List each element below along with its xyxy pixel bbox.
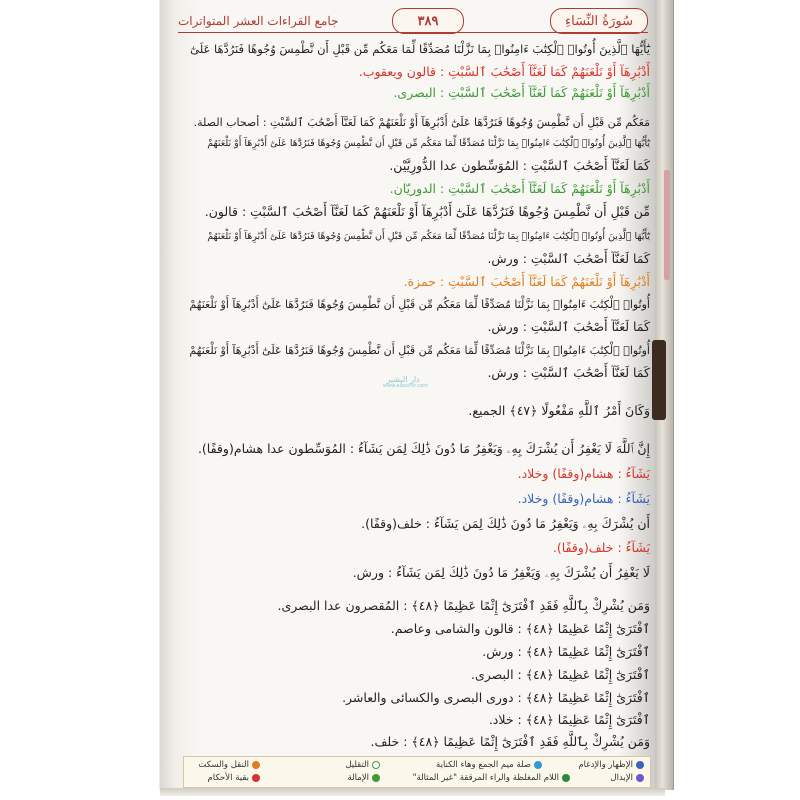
text-line: أَدْبَٰرِهَآ أَوْ نَلْعَنَهُمْ كَمَا لَعَنَّآ أَصْحَٰبَ ٱلسَّبْتِ : البصرى. <box>393 85 650 100</box>
text-line: وَمَن يُشْرِكْ بِٱللَّهِ فَقَدِ ٱفْتَرَىٰٓ إِثْمًا عَظِيمًا ﴿٤٨﴾ : المُقصرون عدا البصرى. <box>277 598 650 613</box>
surah-title: سُورَةُ النِّسَاءِ <box>550 8 648 34</box>
legend-item <box>208 773 261 783</box>
text-line: أَن يُشْرَكَ بِهِۦ وَيَغْفِرُ مَا دُونَ ذَٰلِكَ لِمَن يَشَآءُ : خلف(وقفًا). <box>361 516 650 531</box>
book-title: جامع القراءات العشر المتواترات <box>178 14 339 28</box>
text-line: يَشَآءُ : خلف(وقفًا). <box>552 540 650 555</box>
legend-dot-icon <box>252 774 260 782</box>
text-line: أَدْبَٰرِهَآ أَوْ نَلْعَنَهُمْ كَمَا لَعَنَّآ أَصْحَٰبَ ٱلسَّبْتِ : حمزة. <box>403 274 650 289</box>
legend-item <box>348 773 381 783</box>
text-line: مِّن قَبْلِ أَن نَّطْمِسَ وُجُوهًا فَنَرُدَّهَا عَلَىٰٓ أَدْبَٰرِهَآ أَوْ نَلْعَنَهُمْ كَمَا لَعَنَّآ أَصْحَٰبَ ٱلسَّبْتِ : قالون. <box>204 204 650 219</box>
legend-label: بقية الأحكام <box>207 773 249 783</box>
text-line: يَشَآءُ : هشام(وقفًا) وخلاد. <box>517 491 650 506</box>
legend-item <box>436 760 542 770</box>
legend-label: الإمالة <box>347 773 369 783</box>
text-line: كَمَا لَعَنَّآ أَصْحَٰبَ ٱلسَّبْتِ : المُوَسِّطون عدا الدُّورِيَّيْن. <box>389 158 650 173</box>
text-line: إِنَّ ٱللَّهَ لَا يَغْفِرُ أَن يُشْرَكَ بِهِۦ وَيَغْفِرُ مَا دُونَ ذَٰلِكَ لِمَن يَشَآءُ : المُوَسِّطون عدا هشام(وقفًا). <box>197 441 650 456</box>
legend-item <box>610 773 644 783</box>
legend-dot-icon <box>636 761 644 769</box>
legend-item <box>198 760 260 770</box>
text-line: أُوتُوا۟ ٱلْكِتَٰبَ ءَامِنُوا۟ بِمَا نَزَّلْنَا مُصَدِّقًا لِّمَا مَعَكُم مِّن قَبْلِ أَن نَّطْمِسَ وُجُوهًا فَنَرُدَّهَا عَلَىٰٓ أَدْبَٰرِهَآ أَوْ نَلْعَنَهُمْ <box>189 344 650 357</box>
legend-dot-icon <box>636 774 644 782</box>
text-line: أُوتُوا۟ ٱلْكِتَٰبَ ءَامِنُوا۟ بِمَا نَزَّلْنَا مُصَدِّقًا لِّمَا مَعَكُم مِّن قَبْلِ أَن نَّطْمِسَ وُجُوهًا فَنَرُدَّهَا عَلَىٰٓ أَدْبَٰرِهَآ أَوْ نَلْعَنَهُمْ <box>189 298 650 311</box>
text-line: ٱفْتَرَىٰٓ إِثْمًا عَظِيمًا ﴿٤٨﴾ : قالون والشامى وعاصم. <box>390 621 650 636</box>
legend-dot-icon <box>372 774 380 782</box>
text-line: كَمَا لَعَنَّآ أَصْحَٰبَ ٱلسَّبْتِ : ورش. <box>487 319 650 334</box>
text-line: يَٰٓأَيُّهَا ٱلَّذِينَ أُوتُوا۟ ٱلْكِتَٰبَ ءَامِنُوا۟ بِمَا نَزَّلْنَا مُصَدِّقًا لِّمَا مَعَكُم مِّن قَبْلِ أَن نَّطْمِسَ وُجُوهًا فَنَرُدَّهَا عَلَىٰٓ أَدْبَٰرِهَآ أَوْ نَلْعَنَهُمْ <box>207 231 650 242</box>
text-line: ٱفْتَرَىٰٓ إِثْمًا عَظِيمًا ﴿٤٨﴾ : البصرى. <box>471 667 650 682</box>
legend-label: النقل والسكت <box>198 760 249 770</box>
legend-dot-icon <box>534 761 542 769</box>
text-line: مَعَكُم مِّن قَبْلِ أَن نَّطْمِسَ وُجُوهًا فَنَرُدَّهَا عَلَىٰٓ أَدْبَٰرِهَآ أَوْ نَلْعَنَهُمْ كَمَا لَعَنَّآ أَصْحَٰبَ ٱلسَّبْتِ : أصحاب الصلة. <box>193 116 650 129</box>
text-line: كَمَا لَعَنَّآ أَصْحَٰبَ ٱلسَّبْتِ : ورش. <box>487 365 650 380</box>
legend-label: صلة ميم الجمع وهاء الكناية <box>436 760 531 770</box>
legend-item <box>413 773 570 783</box>
legend-dot-icon <box>562 774 570 782</box>
watermark-logo <box>383 375 429 392</box>
text-line: كَمَا لَعَنَّآ أَصْحَٰبَ ٱلسَّبْتِ : ورش. <box>487 251 650 266</box>
text-line: لَا يَغْفِرُ أَن يُشْرَكَ بِهِۦ وَيَغْفِرُ مَا دُونَ ذَٰلِكَ لِمَن يَشَآءُ : ورش. <box>352 565 650 580</box>
bookmark-ribbon <box>652 340 666 420</box>
text-line: وَمَن يُشْرِكْ بِٱللَّهِ فَقَدِ ٱفْتَرَىٰٓ إِثْمًا عَظِيمًا ﴿٤٨﴾ : خلف. <box>370 734 650 749</box>
text-line: أَدْبَٰرِهَآ أَوْ نَلْعَنَهُمْ كَمَا لَعَنَّآ أَصْحَٰبَ ٱلسَّبْتِ : قالون ويعقوب. <box>358 64 650 79</box>
watermark-url: www.albashir.com <box>383 383 429 389</box>
page-header <box>178 6 648 34</box>
legend-label: الإظهار والإدغام <box>578 760 633 770</box>
text-line: ٱفْتَرَىٰٓ إِثْمًا عَظِيمًا ﴿٤٨﴾ : ورش. <box>482 644 650 659</box>
text-line: وَكَانَ أَمْرُ ٱللَّهِ مَفْعُولًا ﴿٤٧﴾ الجميع. <box>468 403 650 418</box>
header-rule <box>178 32 648 33</box>
color-legend <box>183 756 651 788</box>
legend-dot-icon <box>372 761 380 769</box>
legend-label: الإبدال <box>610 773 633 783</box>
legend-item <box>578 760 644 770</box>
page-number: ٣٨٩ <box>392 8 464 34</box>
text-line: ٱفْتَرَىٰٓ إِثْمًا عَظِيمًا ﴿٤٨﴾ : خلاد. <box>488 712 650 727</box>
text-line: يَٰٓأَيُّهَا ٱلَّذِينَ أُوتُوا۟ ٱلْكِتَٰبَ ءَامِنُوا۟ بِمَا نَزَّلْنَا مُصَدِّقًا لِّمَا مَعَكُم مِّن قَبْلِ أَن نَّطْمِسَ وُجُوهًا فَنَرُدَّهَا عَلَىٰٓ أَدْبَٰرِهَآ أَوْ نَلْعَنَهُمْ <box>207 138 650 149</box>
watermark-mark: دار البشير <box>386 375 420 384</box>
text-line: أَدْبَٰرِهَآ أَوْ نَلْعَنَهُمْ كَمَا لَعَنَّآ أَصْحَٰبَ ٱلسَّبْتِ : الدوريّان. <box>389 181 650 196</box>
page-bottom-edge <box>160 788 665 796</box>
text-line: يَشَآءُ : هشام(وقفًا) وخلاد. <box>517 466 650 481</box>
legend-label: اللام المغلظة والراء المرققة "غير المثالة" <box>412 773 559 783</box>
page-tab <box>664 170 670 280</box>
legend-dot-icon <box>252 761 260 769</box>
text-line: يَٰٓأَيُّهَا ٱلَّذِينَ أُوتُوا۟ ٱلْكِتَٰبَ ءَامِنُوا۟ بِمَا نَزَّلْنَا مُصَدِّقًا لِّمَا مَعَكُم مِّن قَبْلِ أَن نَّطْمِسَ وُجُوهًا فَنَرُدَّهَا عَلَىٰٓ <box>190 42 650 56</box>
legend-label: التقليل <box>345 760 369 770</box>
legend-item <box>345 760 380 770</box>
text-line: ٱفْتَرَىٰٓ إِثْمًا عَظِيمًا ﴿٤٨﴾ : دورى البصرى والكسائى والعاشر. <box>342 690 650 705</box>
